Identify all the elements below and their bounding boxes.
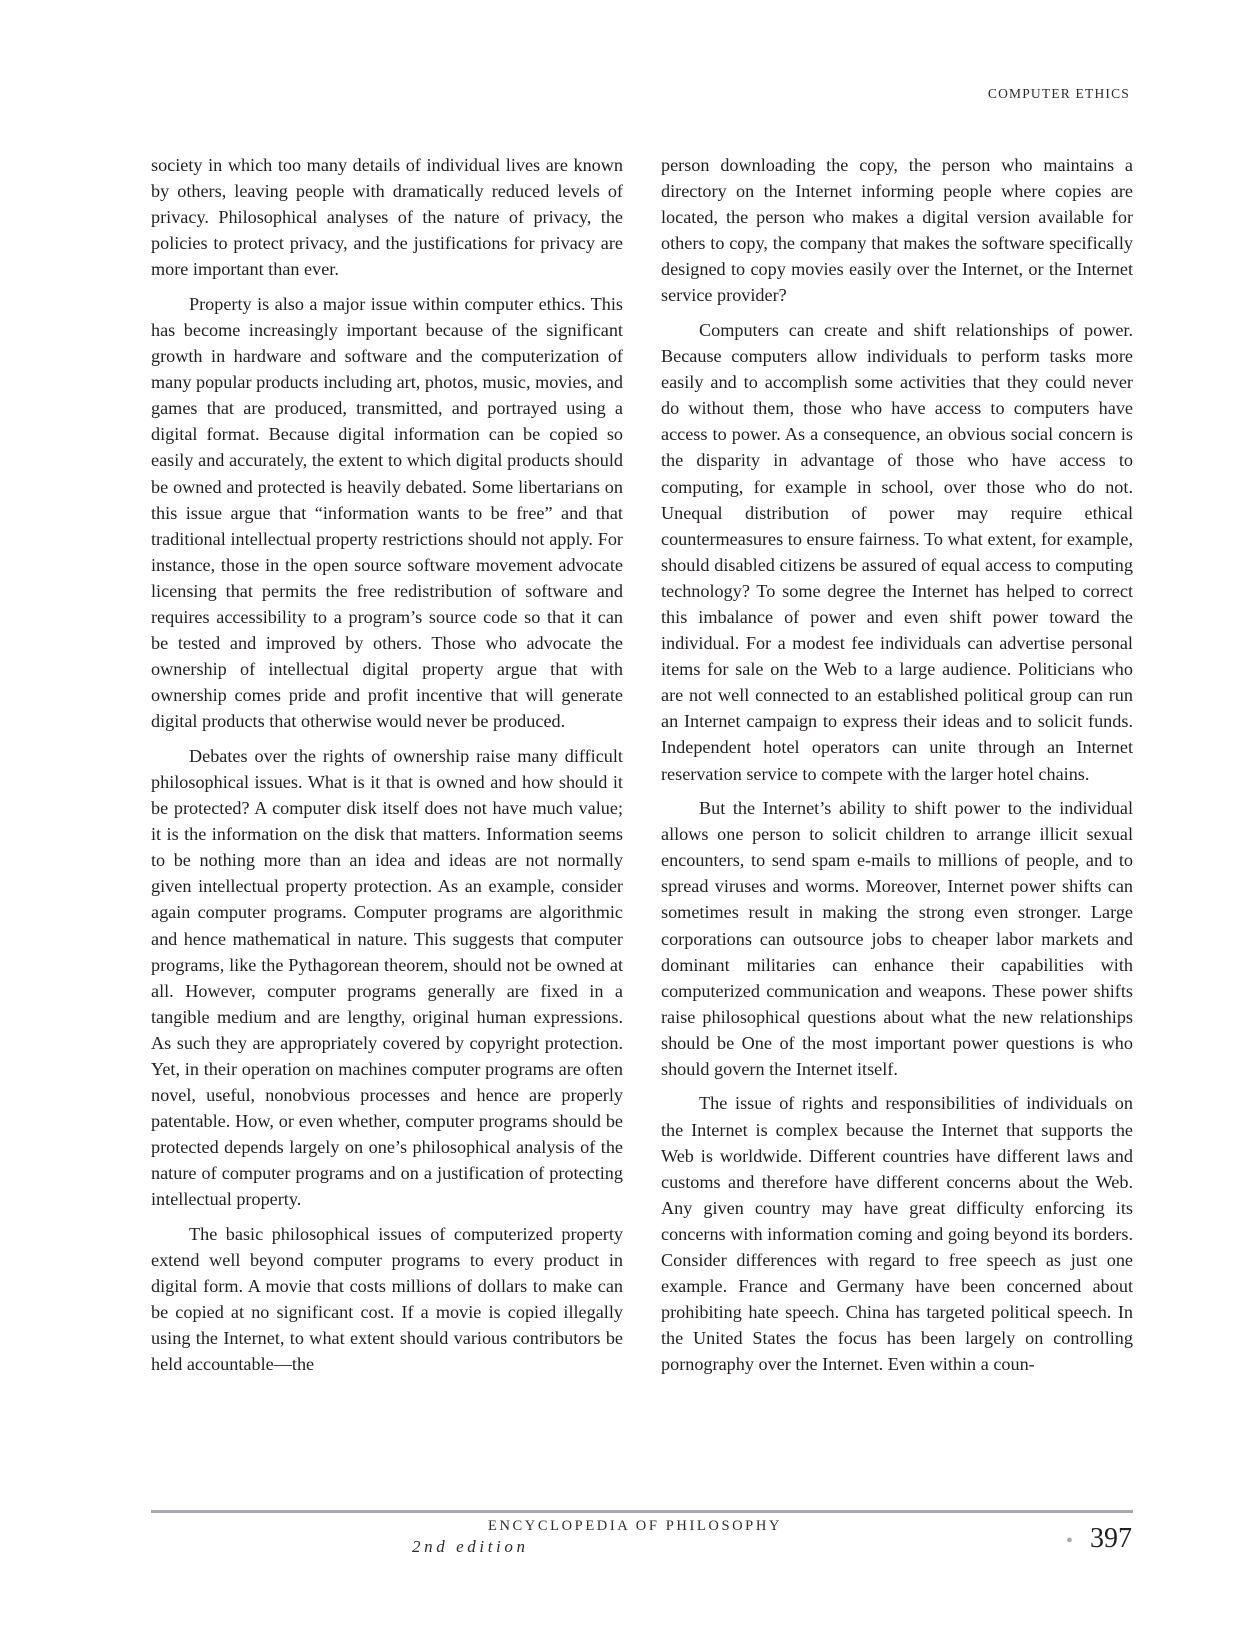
right-paragraph-1: person downloading the copy, the person who maintains a directory on the Internet informing people where copies are located, the person who makes a digital version available for others to copy, the company that makes the software specifically designed to copy movies easily over the Internet, or the Internet service provider? bbox=[661, 155, 1133, 306]
footer-publication-title: ENCYCLOPEDIA OF PHILOSOPHY bbox=[488, 1518, 782, 1534]
left-paragraph-2: Property is also a major issue within computer ethics. This has become increasingly important because of the significant growth in hardware and software and the computerization of many popular products including art, photos, music, movies, and games that are produced, transmitted, and portrayed using a digital format. Because digital information can be copied so easily and accurately, the extent to which digital products should be owned and protected is heavily debated. Some libertarians on this issue argue that “information wants to be free” and that traditional intellectual property restrictions should not apply. For instance, those in the open source software movement advocate licensing that permits the free redistribution of software and requires accessibility to a program’s source code so that it can be tested and improved by others. Those who advocate the ownership of intellectual digital property argue that with ownership comes pride and profit incentive that will generate digital products that otherwise would never be produced. bbox=[151, 293, 623, 732]
left-column bbox=[151, 152, 623, 1386]
left-paragraph-3: Debates over the rights of ownership raise many difficult philosophical issues. What is it that is owned and how should it be protected? A computer disk itself does not have much value; it is the information on the disk that matters. Information seems to be nothing more than an idea and ideas are not normally given intellectual property protection. As an example, consider again computer programs. Computer programs are algorithmic and hence mathematical in nature. This suggests that computer programs, like the Pythagorean theorem, should not be owned at all. However, computer programs generally are fixed in a tangible medium and are lengthy, original human expressions. As such they are appropriately covered by copyright protection. Yet, in their operation on machines computer programs are often novel, useful, nonobvious processes and hence are properly patentable. How, or even whether, computer programs should be protected depends largely on one’s philosophical analysis of the nature of computer programs and on a justification of protecting intellectual property. bbox=[151, 745, 623, 1210]
right-paragraph-2: Computers can create and shift relationships of power. Because computers allow individuals to perform tasks more easily and to accomplish some activities that they could never do without them, those who have access to computers have access to power. As a consequence, an obvious social concern is the disparity in advantage of those who have access to computing, for example in school, over those who do not. Unequal distribution of power may require ethical countermeasures to ensure fairness. To what extent, for example, should disabled citizens be assured of equal access to computing technology? To some degree the Internet has helped to correct this imbalance of power and even shift power toward the individual. For a modest fee individuals can advertise personal items for sale on the Web to a large audience. Politicians who are not well connected to an established political group can run an Internet campaign to express their ideas and to solicit funds. Independent hotel operators can unite through an Internet reservation service to compete with the larger hotel chains. bbox=[661, 319, 1133, 784]
left-paragraph-1: society in which too many details of individual lives are known by others, leaving people with dramatically reduced levels of privacy. Philosophical analyses of the nature of privacy, the policies to protect privacy, and the justifications for privacy are more important than ever. bbox=[151, 155, 623, 280]
running-head: COMPUTER ETHICS bbox=[987, 86, 1130, 101]
right-paragraph-4: The issue of rights and responsibilities of individuals on the Internet is complex because the Internet that supports the Web is worldwide. Different countries have different laws and customs and therefore have different concerns about the Web. Any given country may have great difficulty enforcing its concerns with information coming and going beyond its borders. Consider differences with regard to free speech as just one example. France and Germany have been concerned about prohibiting hate speech. China has targeted political speech. In the United States the focus has been largely on controlling pornography over the Internet. Even within a coun- bbox=[661, 1093, 1133, 1375]
footer-divider bbox=[151, 1510, 1133, 1513]
footer-edition: 2nd edition bbox=[412, 1537, 529, 1556]
footer-bullet: • bbox=[1066, 1530, 1074, 1552]
left-paragraph-4: The basic philosophical issues of computerized property extend well beyond computer programs to every product in digital form. A movie that costs millions of dollars to make can be copied at no significant cost. If a movie is copied illegally using the Internet, to what extent should various contributors be held accountable—the bbox=[151, 1223, 623, 1375]
page-number: 397 bbox=[1090, 1523, 1132, 1554]
right-paragraph-3: But the Internet’s ability to shift power to the individual allows one person to solicit children to arrange illicit sexual encounters, to send spam e-mails to millions of people, and to spread viruses and worms. Moreover, Internet power shifts can sometimes result in making the strong even stronger. Large corporations can outsource jobs to cheaper labor markets and dominant militaries can enhance their capabilities with computerized communication and weapons. These power shifts raise philosophical questions about what the new relationships should be One of the most important power questions is who should govern the Internet itself. bbox=[661, 798, 1133, 1079]
right-column bbox=[661, 152, 1133, 1386]
